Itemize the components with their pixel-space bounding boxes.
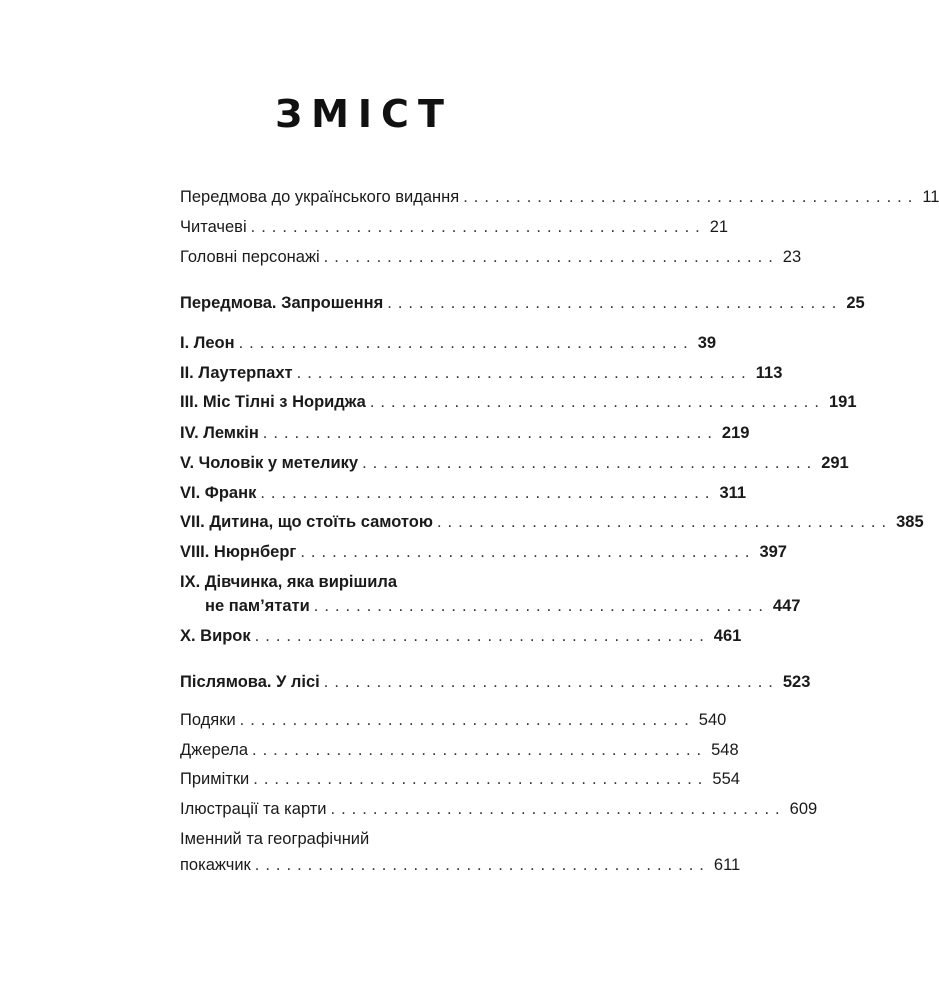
toc-entry-label-line2: не пам’ятати (205, 597, 310, 615)
toc-page-number: 11 (922, 188, 939, 206)
toc-entry-label: VI. Франк (180, 484, 257, 502)
toc-entry-label: VIII. Нюрнберг (180, 543, 297, 561)
toc-leader-dots: ........................................... (254, 856, 710, 874)
toc-entry[interactable] (180, 595, 801, 623)
toc-leader-dots: ........................................... (387, 294, 843, 312)
toc-page-number: 21 (709, 218, 729, 236)
toc-entry-label-line1[interactable]: IX. Дівчинка, яка вирішила (180, 573, 398, 591)
toc-page-number: 191 (828, 393, 857, 411)
toc-leader-dots: ........................................... (296, 364, 752, 382)
toc-entry[interactable] (180, 511, 924, 539)
toc-entry-label: Ілюстрації та карти (180, 800, 327, 818)
toc-entry[interactable] (180, 216, 729, 244)
toc-leader-dots: ........................................... (254, 627, 710, 645)
toc-page-number: 39 (697, 334, 717, 352)
toc-page-number: 611 (713, 856, 741, 874)
toc-entry-label: II. Лаутерпахт (180, 364, 293, 382)
toc-page-number: 23 (782, 248, 802, 266)
toc-entry[interactable] (180, 246, 802, 274)
toc-page-number: 397 (759, 543, 787, 561)
toc-entry[interactable] (180, 768, 740, 796)
toc-leader-dots: ........................................... (436, 513, 893, 531)
toc-page-number: 461 (713, 627, 742, 645)
toc-entry[interactable] (180, 422, 750, 450)
toc-page-number: 113 (755, 364, 783, 382)
toc-entry-label: Читачеві (180, 218, 247, 236)
toc-entry[interactable] (180, 625, 742, 653)
toc-entry-label-line1[interactable]: Іменний та географічний (180, 830, 370, 848)
toc-entry[interactable] (180, 854, 741, 882)
toc-entry[interactable] (180, 671, 811, 699)
toc-leader-dots: ........................................... (323, 248, 779, 266)
toc-entry-label-line2: покажчик (180, 856, 251, 874)
toc-entry-label: Головні персонажі (180, 248, 320, 266)
toc-page-number: 385 (896, 513, 924, 531)
toc-entry-label: VII. Дитина, що стоїть самотою (180, 513, 433, 531)
toc-leader-dots: ........................................... (250, 218, 706, 236)
toc-entry[interactable] (180, 292, 865, 320)
toc-entry[interactable] (180, 391, 857, 419)
toc-entry-label: III. Міс Тілні з Нориджа (180, 393, 366, 411)
toc-leader-dots: ........................................... (262, 424, 718, 442)
toc-page-number: 219 (721, 424, 750, 442)
toc-entry-label: Передмова до українського видання (180, 188, 460, 206)
toc-entry-label: Передмова. Запрошення (180, 294, 384, 312)
toc-entry-label: Післямова. У лісі (180, 673, 320, 691)
toc-leader-dots: ........................................... (463, 188, 919, 206)
toc-page-number: 609 (789, 800, 818, 818)
toc-entry[interactable] (180, 332, 717, 360)
toc-leader-dots: ........................................... (323, 673, 779, 691)
toc-entry-label: I. Леон (180, 334, 235, 352)
toc-entry-label: Джерела (180, 741, 248, 759)
toc-entry-label: X. Вирок (180, 627, 251, 645)
toc-page-number: 523 (782, 673, 811, 691)
toc-page-number: 540 (698, 711, 727, 729)
toc-page-number: 25 (846, 294, 865, 312)
toc-entry[interactable] (180, 709, 727, 737)
toc-entry-label: V. Чоловік у метелику (180, 454, 359, 472)
toc-leader-dots: ........................................... (253, 770, 709, 788)
toc-entry[interactable] (180, 541, 787, 569)
toc-page-number: 291 (821, 454, 849, 472)
toc-leader-dots: ........................................... (239, 711, 695, 729)
page-title: ЗМІСТ (275, 92, 453, 136)
toc-leader-dots: ........................................... (313, 597, 769, 615)
toc-entry[interactable] (180, 186, 939, 214)
toc-page-number: 548 (711, 741, 739, 759)
toc-entry[interactable] (180, 452, 849, 480)
toc-leader-dots: ........................................... (238, 334, 694, 352)
toc-entry[interactable] (180, 362, 783, 390)
toc-entry[interactable] (180, 739, 739, 767)
toc-leader-dots: ........................................... (252, 741, 708, 759)
toc-entry[interactable] (180, 482, 747, 510)
toc-entry-label: Подяки (180, 711, 236, 729)
toc-entry[interactable] (180, 798, 818, 826)
toc-leader-dots: ........................................... (362, 454, 818, 472)
toc-page-number: 311 (719, 484, 747, 502)
toc-page-number: 447 (772, 597, 801, 615)
toc-page-number: 554 (712, 770, 740, 788)
toc-leader-dots: ........................................... (330, 800, 786, 818)
toc-leader-dots: ........................................... (260, 484, 716, 502)
toc-entry-label: IV. Лемкін (180, 424, 259, 442)
toc-leader-dots: ........................................... (300, 543, 756, 561)
toc-leader-dots: ........................................... (369, 393, 825, 411)
toc-entry-label: Примітки (180, 770, 250, 788)
